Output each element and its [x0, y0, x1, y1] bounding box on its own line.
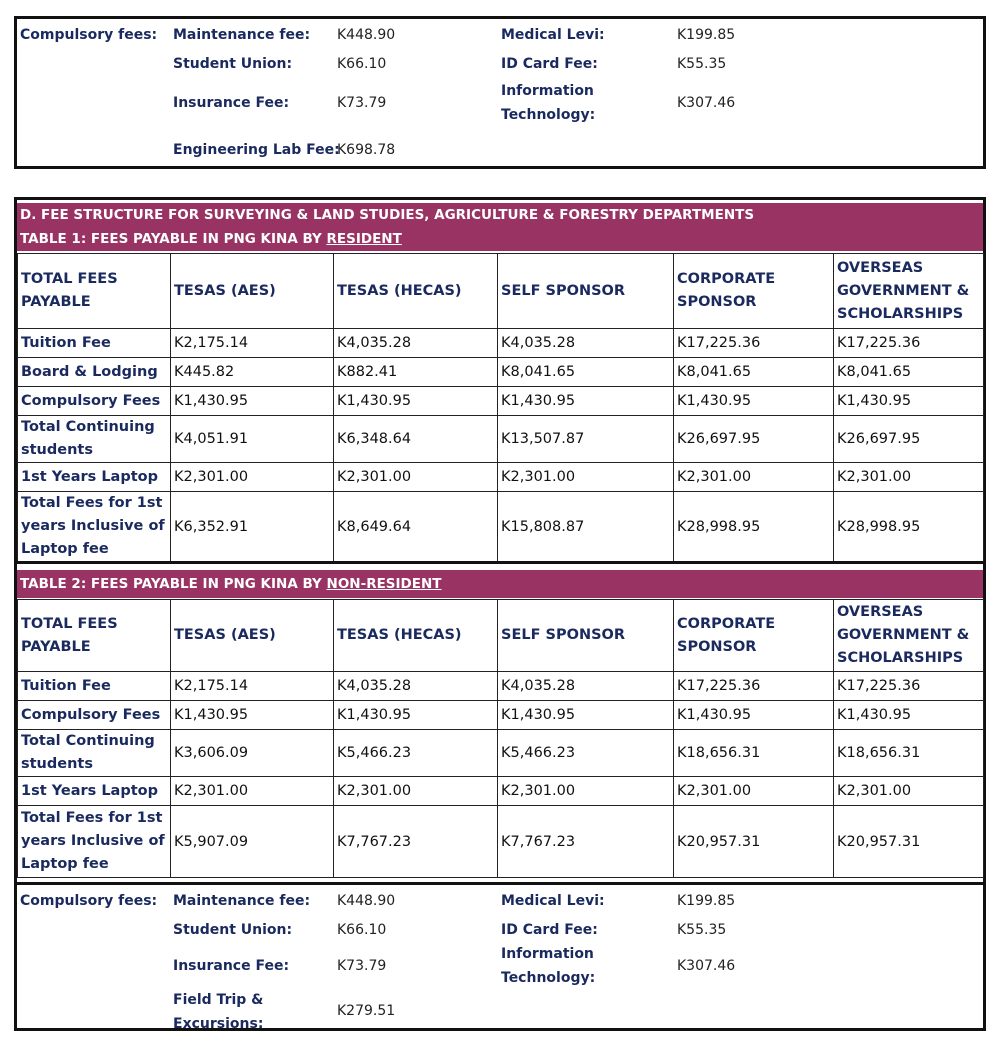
bottom-fee-label: Medical Levi: [501, 893, 605, 909]
section-title-text: D. FEE STRUCTURE FOR SURVEYING & LAND STUDIES, AGRICULTURE & FORESTRY DEPARTMENTS [20, 207, 755, 223]
table2-caption-underlined: NON-RESIDENT [326, 576, 442, 592]
table1 [17, 253, 984, 564]
table1-header-cell: CORPORATE SPONSOR [674, 254, 834, 329]
section-d [14, 197, 986, 1031]
cell-value: K8,041.65 [498, 358, 674, 387]
table1-header-cell: TESAS (HECAS) [334, 254, 498, 329]
bottom-fee-value: K448.90 [337, 893, 396, 909]
bottom-compulsory-box [17, 882, 983, 1031]
top-fee-value: K199.85 [677, 27, 736, 43]
bottom-fee-value: K279.51 [337, 1003, 396, 1019]
row-label: 1st Years Laptop [18, 777, 171, 806]
cell-value: K17,225.36 [834, 329, 984, 358]
table2-caption-prefix: TABLE 2: FEES PAYABLE IN PNG KINA BY [20, 576, 327, 592]
cell-value: K17,225.36 [674, 329, 834, 358]
row-label: Compulsory Fees [18, 387, 171, 416]
cell-value: K1,430.95 [834, 387, 984, 416]
cell-value: K5,907.09 [171, 806, 334, 878]
table2-caption [17, 570, 983, 598]
cell-value: K28,998.95 [674, 492, 834, 563]
cell-value: K6,348.64 [334, 416, 498, 463]
cell-value: K445.82 [171, 358, 334, 387]
top-fee-value: K73.79 [337, 95, 387, 111]
cell-value: K5,466.23 [334, 730, 498, 777]
bottom-compulsory-heading: Compulsory fees: [20, 893, 158, 909]
section-title [17, 203, 983, 227]
cell-value: K26,697.95 [834, 416, 984, 463]
table1-caption-underlined: RESIDENT [326, 231, 402, 247]
top-fee-label: ID Card Fee: [501, 56, 598, 72]
table1-header-cell: SELF SPONSOR [498, 254, 674, 329]
table1-header-cell: OVERSEAS GOVERNMENT & SCHOLARSHIPS [834, 254, 984, 329]
cell-value: K2,301.00 [171, 777, 334, 806]
table1-caption [17, 227, 983, 251]
table-row [18, 730, 984, 777]
cell-value: K2,301.00 [834, 463, 984, 492]
table2-header-cell: SELF SPONSOR [498, 600, 674, 672]
cell-value: K2,301.00 [498, 777, 674, 806]
table-row [18, 777, 984, 806]
cell-value: K4,035.28 [334, 672, 498, 701]
table1-caption-prefix: TABLE 1: FEES PAYABLE IN PNG KINA BY [20, 231, 327, 247]
row-label: Total Continuing students [18, 730, 171, 777]
cell-value: K1,430.95 [834, 701, 984, 730]
cell-value: K2,301.00 [334, 463, 498, 492]
cell-value: K4,035.28 [334, 329, 498, 358]
top-compulsory-box [14, 16, 986, 169]
row-label: Board & Lodging [18, 358, 171, 387]
cell-value: K2,301.00 [674, 463, 834, 492]
cell-value: K5,466.23 [498, 730, 674, 777]
bottom-fee-value: K73.79 [337, 958, 387, 974]
cell-value: K882.41 [334, 358, 498, 387]
top-compulsory-heading: Compulsory fees: [20, 27, 158, 43]
table1-header-cell: TOTAL FEES PAYABLE [18, 254, 171, 329]
bottom-fee-label: Field Trip & Excursions: [173, 992, 264, 1032]
bottom-fee-value: K307.46 [677, 958, 736, 974]
top-fee-value: K448.90 [337, 27, 396, 43]
bottom-fee-label: Student Union: [173, 922, 293, 938]
cell-value: K6,352.91 [171, 492, 334, 563]
cell-value: K7,767.23 [334, 806, 498, 878]
cell-value: K2,301.00 [171, 463, 334, 492]
table2-header-cell: TOTAL FEES PAYABLE [18, 600, 171, 672]
top-fee-value: K55.35 [677, 56, 727, 72]
top-fee-label: Medical Levi: [501, 27, 605, 43]
cell-value: K3,606.09 [171, 730, 334, 777]
cell-value: K1,430.95 [171, 701, 334, 730]
cell-value: K1,430.95 [674, 387, 834, 416]
cell-value: K1,430.95 [171, 387, 334, 416]
table-row [18, 416, 984, 463]
row-label: Total Continuing students [18, 416, 171, 463]
cell-value: K2,175.14 [171, 329, 334, 358]
top-fee-label: Insurance Fee: [173, 95, 290, 111]
cell-value: K2,301.00 [334, 777, 498, 806]
table-row [18, 358, 984, 387]
cell-value: K1,430.95 [674, 701, 834, 730]
cell-value: K1,430.95 [498, 701, 674, 730]
table-row [18, 387, 984, 416]
cell-value: K17,225.36 [834, 672, 984, 701]
bottom-fee-value: K199.85 [677, 893, 736, 909]
cell-value: K1,430.95 [498, 387, 674, 416]
top-fee-value: K66.10 [337, 56, 387, 72]
cell-value: K7,767.23 [498, 806, 674, 878]
cell-value: K2,301.00 [498, 463, 674, 492]
cell-value: K26,697.95 [674, 416, 834, 463]
cell-value: K13,507.87 [498, 416, 674, 463]
table1-header-cell: TESAS (AES) [171, 254, 334, 329]
cell-value: K20,957.31 [674, 806, 834, 878]
cell-value: K17,225.36 [674, 672, 834, 701]
top-fee-label: Engineering Lab Fee: [173, 142, 340, 158]
table2 [17, 599, 984, 878]
cell-value: K4,051.91 [171, 416, 334, 463]
cell-value: K2,301.00 [834, 777, 984, 806]
bottom-fee-label: Information Technology: [501, 946, 596, 986]
bottom-fee-label: Maintenance fee: [173, 893, 311, 909]
top-fee-label: Maintenance fee: [173, 27, 311, 43]
cell-value: K8,041.65 [834, 358, 984, 387]
bottom-fee-value: K66.10 [337, 922, 387, 938]
cell-value: K2,175.14 [171, 672, 334, 701]
table2-header-cell: TESAS (HECAS) [334, 600, 498, 672]
top-fee-value: K698.78 [337, 142, 396, 158]
cell-value: K8,649.64 [334, 492, 498, 563]
table-row [18, 806, 984, 878]
table-row [18, 701, 984, 730]
cell-value: K8,041.65 [674, 358, 834, 387]
cell-value: K20,957.31 [834, 806, 984, 878]
row-label: Tuition Fee [18, 329, 171, 358]
bottom-fee-label: ID Card Fee: [501, 922, 598, 938]
cell-value: K18,656.31 [674, 730, 834, 777]
table2-header-cell: CORPORATE SPONSOR [674, 600, 834, 672]
cell-value: K4,035.28 [498, 329, 674, 358]
cell-value: K15,808.87 [498, 492, 674, 563]
top-fee-label: Information Technology: [501, 83, 596, 123]
table1-header-row [18, 254, 984, 329]
cell-value: K1,430.95 [334, 387, 498, 416]
row-label: Total Fees for 1st years Inclusive of Laptop fee [18, 492, 171, 563]
row-label: Compulsory Fees [18, 701, 171, 730]
table2-header-cell: OVERSEAS GOVERNMENT & SCHOLARSHIPS [834, 600, 984, 672]
cell-value: K1,430.95 [334, 701, 498, 730]
top-fee-value: K307.46 [677, 95, 736, 111]
cell-value: K18,656.31 [834, 730, 984, 777]
table2-header-cell: TESAS (AES) [171, 600, 334, 672]
row-label: Total Fees for 1st years Inclusive of Laptop fee [18, 806, 171, 878]
table-row [18, 329, 984, 358]
table-row [18, 492, 984, 563]
bottom-fee-value: K55.35 [677, 922, 727, 938]
top-fee-label: Student Union: [173, 56, 293, 72]
row-label: Tuition Fee [18, 672, 171, 701]
bottom-fee-label: Insurance Fee: [173, 958, 290, 974]
cell-value: K2,301.00 [674, 777, 834, 806]
table-row [18, 672, 984, 701]
cell-value: K28,998.95 [834, 492, 984, 563]
cell-value: K4,035.28 [498, 672, 674, 701]
table-row [18, 463, 984, 492]
row-label: 1st Years Laptop [18, 463, 171, 492]
table2-header-row [18, 600, 984, 672]
